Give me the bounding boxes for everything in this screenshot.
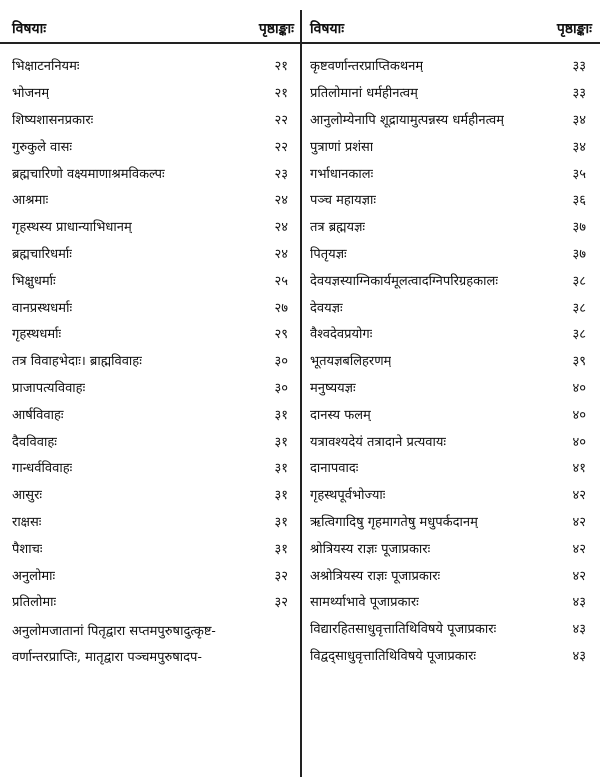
index-entry <box>12 186 294 213</box>
entry-page-number: ४३ <box>572 648 586 664</box>
left-header <box>12 16 294 42</box>
entry-page-number: २७ <box>274 300 288 316</box>
entry-page-number: ३४ <box>572 139 586 155</box>
entry-topic: आसुरः <box>12 488 43 504</box>
entry-page-number: ३१ <box>274 461 288 477</box>
left-continuation <box>12 619 294 671</box>
entry-page-number: २२ <box>274 112 288 128</box>
entry-topic: देवयज्ञः <box>310 300 343 316</box>
entry-page-number: ३३ <box>572 59 586 75</box>
entry-page-number: ३२ <box>274 568 288 584</box>
index-entry <box>12 106 294 133</box>
entry-page-number: २९ <box>274 327 288 343</box>
entry-topic: अनुलोमाः <box>12 568 56 584</box>
entry-topic: विद्यारहितसाधुवृत्तातिथिविषये पूजाप्रकारः <box>310 622 497 638</box>
right-rows <box>310 52 592 668</box>
entry-topic: दानस्य फलम् <box>310 407 371 423</box>
right-header-topic: विषयाः <box>310 21 345 37</box>
index-entry <box>310 561 592 588</box>
index-entry <box>12 213 294 240</box>
entry-page-number: २४ <box>274 246 288 262</box>
entry-topic: राक्षसः <box>12 514 42 530</box>
entry-topic: गृहस्थस्य प्राधान्याभिधानम् <box>12 220 132 236</box>
entry-topic: दैवविवाहः <box>12 434 57 450</box>
entry-page-number: ४३ <box>572 595 586 611</box>
index-entry <box>310 106 592 133</box>
entry-topic: पुत्राणां प्रशंसा <box>310 139 374 155</box>
index-entry <box>310 293 592 320</box>
index-entry <box>12 132 294 159</box>
index-entry <box>310 159 592 186</box>
entry-topic: भोजनम् <box>12 86 50 102</box>
index-entry <box>12 400 294 427</box>
left-column <box>12 16 294 671</box>
entry-topic: गृहस्थधर्माः <box>12 327 62 343</box>
index-entry <box>310 213 592 240</box>
entry-page-number: २५ <box>274 273 288 289</box>
left-rows <box>12 52 294 615</box>
index-entry <box>310 454 592 481</box>
index-entry <box>12 320 294 347</box>
index-entry <box>12 481 294 508</box>
entry-topic: भिक्षाटननियमः <box>12 59 80 75</box>
entry-page-number: ३५ <box>572 166 586 182</box>
entry-topic: कृष्टवर्णान्तरप्राप्तिकथनम् <box>310 59 424 75</box>
entry-page-number: ३८ <box>572 327 586 343</box>
entry-page-number: ४२ <box>572 541 586 557</box>
entry-topic: ऋत्विगादिषु गृहमागतेषु मधुपर्कदानम् <box>310 514 478 530</box>
column-divider <box>300 10 302 777</box>
entry-topic: गान्धर्वविवाहः <box>12 461 73 477</box>
entry-topic: गर्भाधानकालः <box>310 166 374 182</box>
index-entry <box>12 79 294 106</box>
entry-page-number: ४२ <box>572 514 586 530</box>
entry-page-number: ३३ <box>572 86 586 102</box>
right-column <box>310 16 592 668</box>
index-entry <box>310 374 592 401</box>
entry-page-number: ३७ <box>572 220 586 236</box>
index-entry <box>310 266 592 293</box>
continuation-line: वर्णान्तरप्राप्तिः, मातृद्वारा पञ्चमपुरुषादप- <box>12 649 202 665</box>
entry-page-number: ४३ <box>572 622 586 638</box>
entry-topic: दानापवादः <box>310 461 359 477</box>
right-header-rule <box>302 42 600 44</box>
entry-page-number: ३७ <box>572 246 586 262</box>
index-entry <box>310 508 592 535</box>
index-entry <box>310 481 592 508</box>
entry-topic: तत्र विवाहभेदाः। ब्राह्मविवाहः <box>12 354 142 370</box>
left-header-rule <box>0 42 300 44</box>
entry-topic: भिक्षुधर्माः <box>12 273 56 289</box>
index-entry <box>310 240 592 267</box>
entry-topic: विद्वद्साधुवृत्तातिथिविषये पूजाप्रकारः <box>310 648 477 664</box>
index-entry <box>12 454 294 481</box>
entry-page-number: ३१ <box>274 514 288 530</box>
entry-topic: आश्रमाः <box>12 193 49 209</box>
index-entry <box>12 588 294 615</box>
right-header <box>310 16 592 42</box>
entry-topic: पितृयज्ञः <box>310 246 347 262</box>
index-entry <box>12 266 294 293</box>
index-entry <box>310 615 592 642</box>
entry-page-number: ३६ <box>572 193 586 209</box>
entry-page-number: ३४ <box>572 112 586 128</box>
index-entry <box>310 400 592 427</box>
index-entry <box>310 186 592 213</box>
entry-page-number: ४२ <box>572 568 586 584</box>
index-entry <box>12 52 294 79</box>
entry-page-number: २१ <box>274 59 288 75</box>
entry-topic: पञ्च महायज्ञाः <box>310 193 377 209</box>
entry-topic: गुरुकुले वासः <box>12 139 73 155</box>
right-header-page: पृष्ठाङ्काः <box>556 21 592 37</box>
entry-page-number: ४० <box>572 407 586 423</box>
index-entry <box>310 79 592 106</box>
entry-page-number: ३० <box>274 380 288 396</box>
index-entry <box>310 588 592 615</box>
entry-topic: मनुष्ययज्ञः <box>310 380 356 396</box>
entry-topic: आर्षविवाहः <box>12 407 64 423</box>
entry-topic: गृहस्थपूर्वभोज्याः <box>310 488 386 504</box>
index-entry <box>12 427 294 454</box>
entry-topic: आनुलोम्येनापि शूद्रायामुत्पन्नस्य धर्महीनत्वम् <box>310 112 505 128</box>
index-entry <box>12 347 294 374</box>
entry-page-number: ३९ <box>572 354 586 370</box>
continuation-line: अनुलोमजातानां पितृद्वारा सप्तमपुरुषादुत्कृष्ट- <box>12 623 216 639</box>
entry-topic: प्रतिलोमाः <box>12 595 57 611</box>
entry-page-number: ४२ <box>572 488 586 504</box>
index-entry <box>310 534 592 561</box>
entry-page-number: २३ <box>274 166 288 182</box>
entry-topic: शिष्यशासनप्रकारः <box>12 112 94 128</box>
entry-topic: प्रतिलोमानां धर्महीनत्वम् <box>310 86 418 102</box>
entry-topic: यत्रावश्यदेयं तत्रादाने प्रत्यवायः <box>310 434 446 450</box>
entry-page-number: २२ <box>274 139 288 155</box>
index-entry <box>310 347 592 374</box>
entry-page-number: २४ <box>274 193 288 209</box>
index-entry <box>12 374 294 401</box>
entry-page-number: ३१ <box>274 434 288 450</box>
index-entry <box>12 534 294 561</box>
left-header-topic: विषयाः <box>12 21 47 37</box>
entry-page-number: २१ <box>274 86 288 102</box>
index-entry <box>310 642 592 669</box>
index-entry <box>12 159 294 186</box>
entry-topic: देवयज्ञस्याग्निकार्यमूलत्वादग्निपरिग्रहकालः <box>310 273 498 289</box>
entry-topic: ब्रह्मचारिधर्माः <box>12 246 72 262</box>
index-entry <box>310 320 592 347</box>
entry-topic: वानप्रस्थधर्माः <box>12 300 73 316</box>
index-entry <box>12 293 294 320</box>
entry-page-number: ४० <box>572 434 586 450</box>
entry-page-number: ३१ <box>274 488 288 504</box>
entry-page-number: ४० <box>572 380 586 396</box>
entry-topic: श्रोत्रियस्य राज्ञः पूजाप्रकारः <box>310 541 431 557</box>
entry-topic: ब्रह्मचारिणो वक्ष्यमाणाश्रमविकल्पः <box>12 166 165 182</box>
entry-page-number: ३२ <box>274 595 288 611</box>
entry-page-number: ३० <box>274 354 288 370</box>
entry-topic: सामर्थ्याभावे पूजाप्रकारः <box>310 595 419 611</box>
entry-topic: प्राजापत्यविवाहः <box>12 380 86 396</box>
entry-page-number: ३८ <box>572 273 586 289</box>
entry-topic: पैशाचः <box>12 541 43 557</box>
entry-page-number: ३१ <box>274 407 288 423</box>
entry-topic: भूतयज्ञबलिहरणम् <box>310 354 392 370</box>
entry-page-number: ३८ <box>572 300 586 316</box>
index-entry <box>12 561 294 588</box>
index-entry <box>12 240 294 267</box>
index-entry <box>310 427 592 454</box>
entry-page-number: ४१ <box>572 461 586 477</box>
index-entry <box>310 132 592 159</box>
index-entry <box>12 508 294 535</box>
entry-page-number: २४ <box>274 220 288 236</box>
entry-topic: वैश्वदेवप्रयोगः <box>310 327 373 343</box>
left-header-page: पृष्ठाङ्काः <box>258 21 294 37</box>
entry-page-number: ३१ <box>274 541 288 557</box>
index-entry <box>310 52 592 79</box>
entry-topic: अश्रोत्रियस्य राज्ञः पूजाप्रकारः <box>310 568 441 584</box>
entry-topic: तत्र ब्रह्मयज्ञः <box>310 220 366 236</box>
